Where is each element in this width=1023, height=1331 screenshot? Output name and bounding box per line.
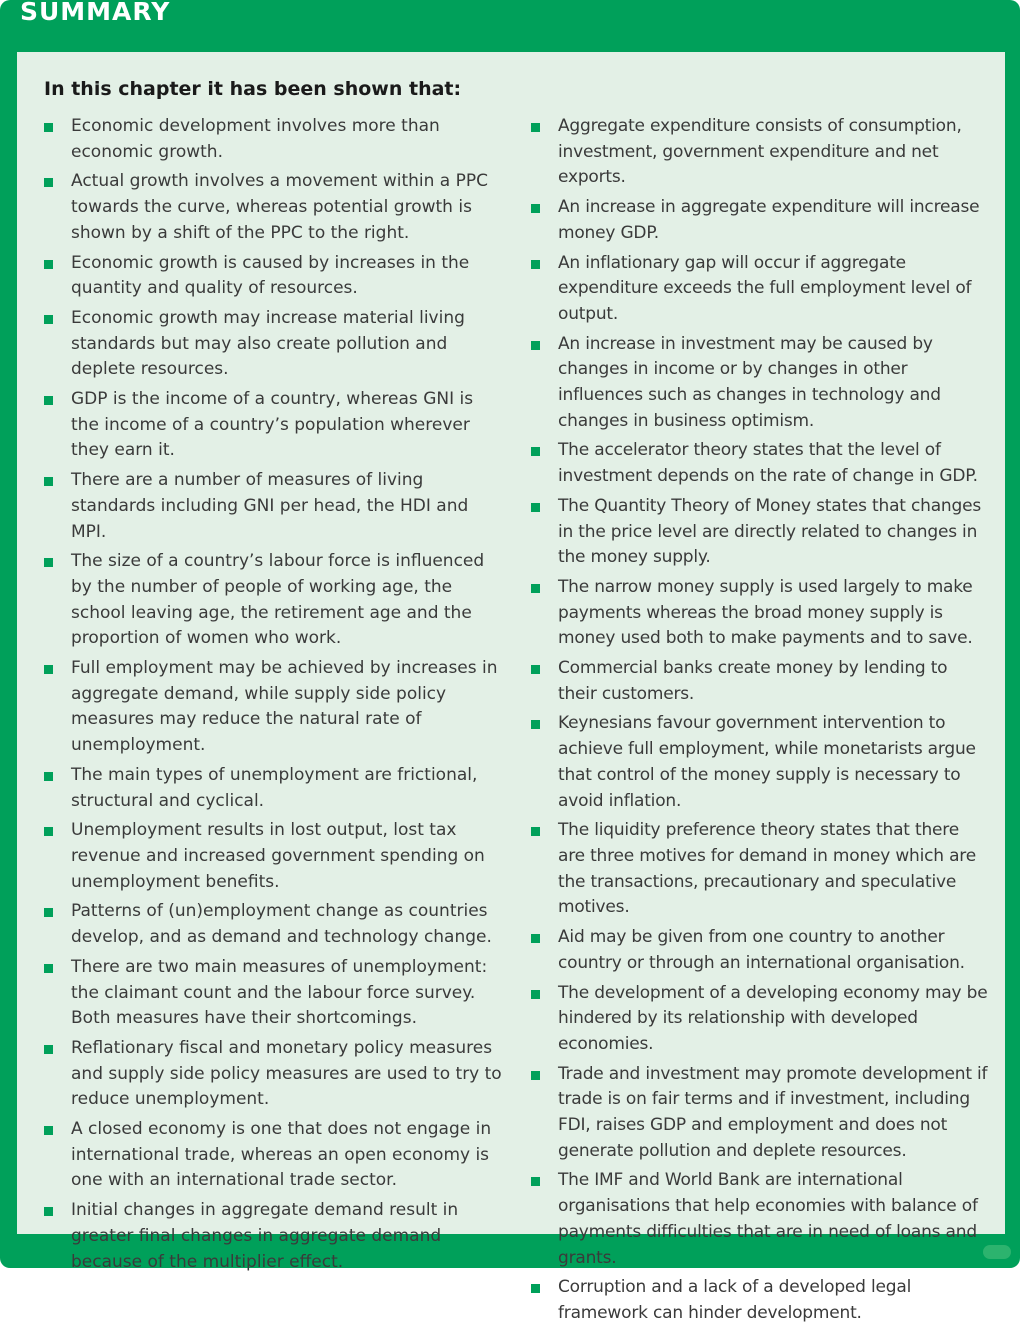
summary-item: [44, 899, 504, 950]
summary-item-text: Economic growth is caused by increases in the quantity and quality of resources.: [71, 252, 470, 299]
square-bullet-icon: [44, 123, 53, 132]
summary-item-text: Patterns of (un)employment change as countries develop, and as demand and technology change.: [71, 901, 492, 948]
summary-item: [531, 1275, 991, 1326]
summary-item-text: An increase in aggregate expenditure will increase money GDP.: [558, 197, 980, 243]
summary-item-text: Initial changes in aggregate demand result in greater final changes in aggregate demand because of the multiplier effect.: [71, 1200, 459, 1272]
summary-item: [531, 195, 991, 246]
summary-item-text: Trade and investment may promote development if trade is on fair terms and if investment, including FDI, raises GDP and employment and does not generate pollution and deplete resources.: [558, 1063, 988, 1161]
summary-item-text: Aid may be given from one country to another country or through an international organisation.: [558, 927, 965, 973]
summary-item: [44, 1036, 504, 1113]
square-bullet-icon: [531, 503, 540, 512]
summary-item-text: The narrow money supply is used largely to make payments whereas the broad money supply is money used both to make payments and to save.: [558, 576, 973, 649]
summary-item-text: Economic development involves more than economic growth.: [71, 116, 440, 162]
summary-item: [44, 468, 504, 545]
square-bullet-icon: [531, 260, 540, 269]
summary-item-text: An increase in investment may be caused by changes in income or by changes in other influences such as changes in technology and changes in business optimism.: [558, 333, 941, 431]
summary-item: [44, 306, 504, 383]
summary-item-text: The Quantity Theory of Money states that changes in the price level are directly related to changes in the money supply.: [558, 495, 981, 568]
square-bullet-icon: [44, 396, 53, 405]
square-bullet-icon: [44, 260, 53, 269]
summary-item: [531, 575, 991, 652]
summary-item: [531, 1062, 991, 1165]
summary-panel: [17, 52, 1005, 1323]
summary-item: [44, 387, 504, 464]
summary-item-text: Unemployment results in lost output, lost tax revenue and increased government spending on unemployment benefits.: [71, 820, 485, 892]
summary-item: [531, 251, 991, 328]
summary-item: [531, 925, 991, 976]
summary-item: [531, 981, 991, 1058]
summary-item: [531, 711, 991, 814]
summary-item-text: The size of a country’s labour force is influenced by the number of people of working age, the school leaving age, the retirement age and the proportion of women who work.: [71, 551, 485, 649]
square-bullet-icon: [531, 1284, 540, 1293]
square-bullet-icon: [531, 123, 540, 132]
summary-item-text: The accelerator theory states that the level of investment depends on the rate of change in GDP.: [558, 440, 978, 487]
summary-item: [44, 1117, 504, 1194]
square-bullet-icon: [531, 204, 540, 213]
summary-item-text: There are two main measures of unemployment: the claimant count and the labour force survey. Both measures have their shortcomings.: [71, 956, 488, 1029]
summary-item-text: A closed economy is one that does not engage in international trade, whereas an open economy is one with an international trade sector.: [71, 1119, 492, 1191]
summary-item-text: Full employment may be achieved by increases in aggregate demand, while supply side policy measures may reduce the natural rate of unemployment.: [71, 658, 498, 756]
square-bullet-icon: [44, 665, 53, 674]
summary-item: [531, 332, 991, 435]
summary-item: [44, 818, 504, 895]
square-bullet-icon: [44, 1207, 53, 1216]
summary-item-text: The IMF and World Bank are international organisations that help economies with balance of payments difficulties that are in need of loans and grants.: [558, 1170, 978, 1268]
summary-item: [531, 818, 991, 921]
square-bullet-icon: [531, 665, 540, 674]
summary-item-text: Aggregate expenditure consists of consumption, investment, government expenditure and net exports.: [558, 116, 962, 188]
square-bullet-icon: [531, 1071, 540, 1080]
square-bullet-icon: [44, 315, 53, 324]
square-bullet-icon: [531, 720, 540, 729]
square-bullet-icon: [531, 990, 540, 999]
left-column: [44, 114, 504, 1279]
intro-heading: In this chapter it has been shown that:: [44, 78, 462, 100]
square-bullet-icon: [44, 772, 53, 781]
summary-item-text: Reflationary fiscal and monetary policy measures and supply side policy measures are used to try to reduce unemployment.: [71, 1037, 502, 1110]
square-bullet-icon: [44, 1045, 53, 1054]
right-column: [531, 114, 991, 1331]
summary-item: [44, 763, 504, 814]
summary-item-text: The main types of unemployment are frictional, structural and cyclical.: [71, 764, 478, 811]
square-bullet-icon: [531, 447, 540, 456]
square-bullet-icon: [44, 827, 53, 836]
summary-item-text: An inflationary gap will occur if aggregate expenditure exceeds the full employment level of output.: [558, 252, 972, 324]
square-bullet-icon: [531, 584, 540, 593]
summary-item-text: GDP is the income of a country, whereas GNI is the income of a country’s population wherever they earn it.: [71, 389, 474, 461]
square-bullet-icon: [44, 908, 53, 917]
summary-item: [531, 1168, 991, 1271]
summary-item: [44, 251, 504, 302]
watermark-badge: [983, 1245, 1011, 1259]
summary-item: [44, 955, 504, 1032]
summary-item: [44, 656, 504, 759]
summary-item: [44, 549, 504, 652]
square-bullet-icon: [44, 477, 53, 486]
summary-item: [44, 114, 504, 165]
square-bullet-icon: [44, 1126, 53, 1135]
summary-item-text: Commercial banks create money by lending to their customers.: [558, 658, 948, 704]
square-bullet-icon: [531, 1177, 540, 1186]
square-bullet-icon: [44, 558, 53, 567]
summary-item-text: Keynesians favour government intervention to achieve full employment, while monetarists argue that control of the money supply is necessary to avoid inflation.: [558, 713, 976, 811]
summary-item: [531, 438, 991, 489]
summary-item-text: Corruption and a lack of a developed legal framework can hinder development.: [558, 1277, 912, 1323]
summary-item-text: The liquidity preference theory states that there are three motives for demand in money which are the transactions, precautionary and speculative motives.: [558, 820, 976, 918]
square-bullet-icon: [44, 178, 53, 187]
summary-item: [531, 114, 991, 191]
square-bullet-icon: [531, 934, 540, 943]
square-bullet-icon: [44, 964, 53, 973]
summary-item: [531, 494, 991, 571]
summary-item: [44, 169, 504, 246]
square-bullet-icon: [531, 341, 540, 350]
summary-item-text: The development of a developing economy may be hindered by its relationship with developed economies.: [558, 982, 988, 1054]
summary-item: [44, 1198, 504, 1275]
summary-item-text: Economic growth may increase material living standards but may also create pollution and deplete resources.: [71, 307, 465, 380]
summary-item: [531, 656, 991, 707]
summary-item-text: There are a number of measures of living standards including GNI per head, the HDI and MPI.: [71, 470, 469, 542]
section-title: SUMMARY: [20, 0, 171, 26]
summary-item-text: Actual growth involves a movement within a PPC towards the curve, whereas potential growth is shown by a shift of the PPC to the right.: [71, 171, 489, 243]
square-bullet-icon: [531, 827, 540, 836]
